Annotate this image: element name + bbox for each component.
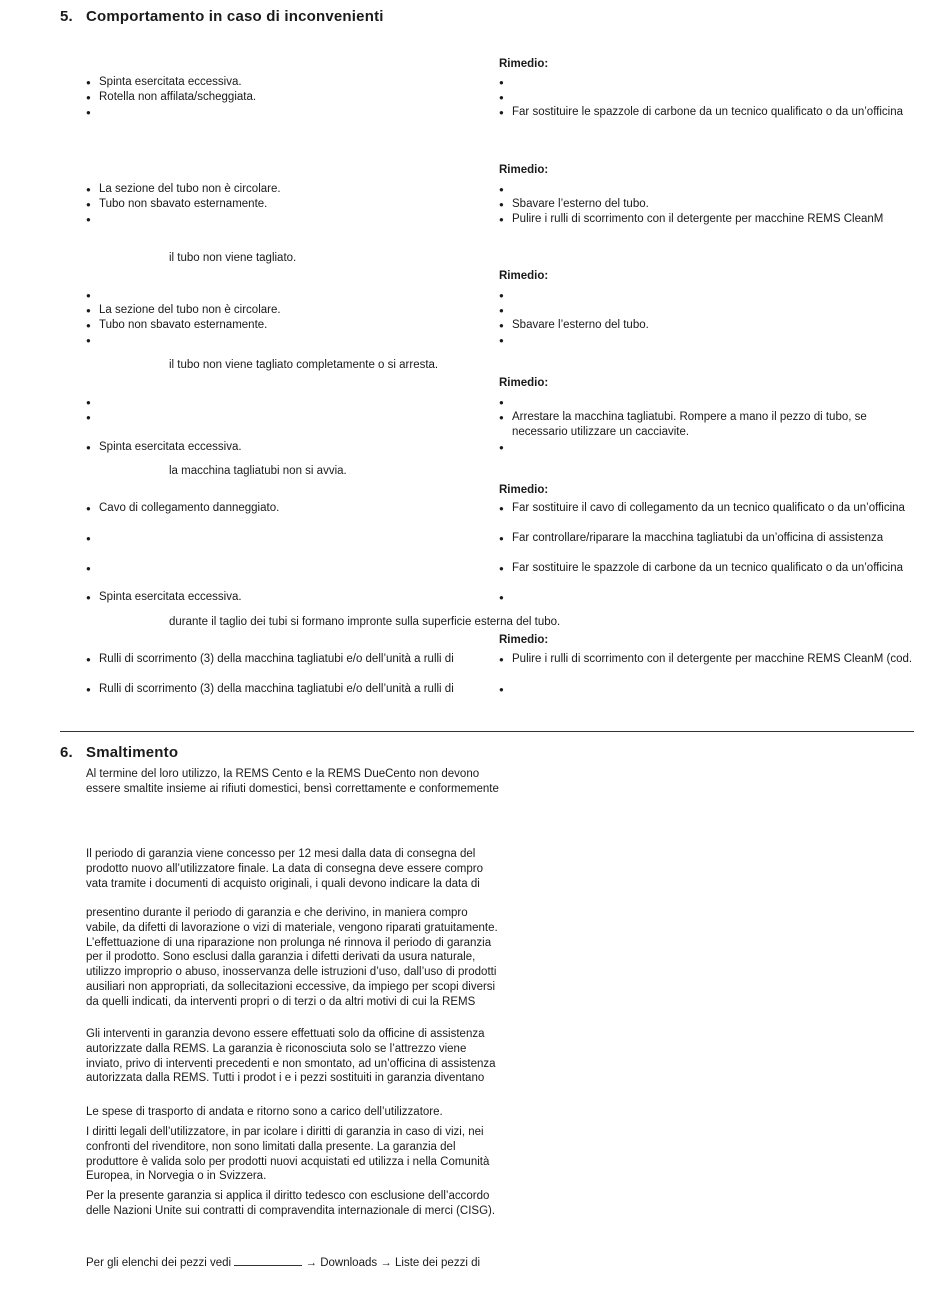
text-line: Per la presente garanzia si applica il diritto tedesco con esclusione dell’accordo bbox=[86, 1190, 490, 1202]
paragraph bbox=[86, 906, 498, 1010]
cause-item: ● La sezione del tubo non è circolare. bbox=[86, 303, 281, 318]
text-line: autorizzata dalla REMS. Tutti i prodot i e i pezzi sostituiti in garanzia diventano bbox=[86, 1072, 485, 1085]
cause-item: ● Rotella non affilata/scheggiata. bbox=[86, 90, 256, 105]
remedy-line: necessario utilizzare un cacciavite. bbox=[512, 426, 690, 438]
cause-item: ● Rulli di scorrimento (3) della macchina tagliatubi e/o dell’unità a rulli di bbox=[86, 682, 454, 697]
remedy-item: ● Sbavare l’esterno del tubo. bbox=[499, 318, 649, 333]
paragraph bbox=[86, 1105, 476, 1120]
cause-item: ● Cavo di collegamento danneggiato. bbox=[86, 501, 279, 516]
text-line: Gli interventi in garanzia devono essere effettuati solo da officine di assistenza bbox=[86, 1028, 485, 1040]
cause-item: ● Spinta esercitata eccessiva. bbox=[86, 440, 242, 455]
cause-item: ● Tubo non sbavato esternamente. bbox=[86, 318, 267, 333]
remedy-item bbox=[499, 410, 867, 440]
problem-text: durante il taglio dei tubi si formano impronte sulla superficie esterna del tubo. bbox=[169, 616, 561, 628]
text-line: delle Nazioni Unite sui contratti di compravendita internazionale di merci (CISG). bbox=[86, 1204, 496, 1217]
cause-item: ● Spinta esercitata eccessiva. bbox=[86, 590, 242, 605]
section-5-heading bbox=[60, 8, 384, 25]
text-line: ausiliari non appropriati, da sollecitazioni eccessive, da impiego per scopi diversi bbox=[86, 980, 496, 993]
cause-item: ● Rulli di scorrimento (3) della macchina tagliatubi e/o dell’unità a rulli di bbox=[86, 652, 454, 667]
parts-prefix: Per gli elenchi dei pezzi vedi bbox=[86, 1257, 232, 1269]
remedy-item: ● Far sostituire le spazzole di carbone da un tecnico qualificato o da un’officina bbox=[499, 105, 903, 120]
text-line: confronti del rivenditore, non sono limitati dalla presente. La garanzia del bbox=[86, 1140, 456, 1153]
paragraph bbox=[86, 1189, 496, 1219]
paragraph bbox=[86, 1027, 496, 1086]
cause-item: ● Tubo non sbavato esternamente. bbox=[86, 197, 267, 212]
remedy-label: Rimedio: bbox=[499, 634, 549, 646]
text-line: presentino durante il periodo di garanzia e che derivino, in maniera compro bbox=[86, 907, 468, 919]
text-line: I diritti legali dell’utilizzatore, in par icolare i diritti di garanzia in caso di vizi, nei bbox=[86, 1126, 484, 1138]
remedy-label: Rimedio: bbox=[499, 377, 549, 389]
remedy-item: ● Far controllare/riparare la macchina tagliatubi da un’officina di assistenza bbox=[499, 531, 883, 546]
text-line: produttore è valida solo per prodotti nuovi acquistati ed utilizza i nella Comunità bbox=[86, 1155, 490, 1168]
section-number: 6. bbox=[60, 744, 73, 761]
problem-text: la macchina tagliatubi non si avvia. bbox=[169, 465, 347, 477]
remedy-line: Arrestare la macchina tagliatubi. Rompere a mano il pezzo di tubo, se bbox=[512, 411, 867, 423]
remedy-item: ● Pulire i rulli di scorrimento con il detergente per macchine REMS CleanM bbox=[499, 212, 883, 227]
text-line: L’effettuazione di una riparazione non prolunga né rinnova il periodo di garanzia bbox=[86, 936, 492, 949]
text-line: essere smaltite insieme ai rifiuti domestici, bensì correttamente e conformemente bbox=[86, 782, 499, 795]
section-title: Smaltimento bbox=[86, 744, 179, 761]
text-line: Europea, in Norvegia o in Svizzera. bbox=[86, 1170, 267, 1183]
text-line: autorizzate dalla REMS. La garanzia è riconosciuta solo se l’attrezzo viene bbox=[86, 1042, 467, 1055]
link-placeholder-blank bbox=[234, 1255, 302, 1266]
section-6-heading bbox=[60, 744, 178, 761]
text-line: da quelli indicati, da interventi propri o di terzi o da altri motivi di cui la REMS bbox=[86, 995, 476, 1008]
paragraph bbox=[86, 847, 483, 891]
problem-text: il tubo non viene tagliato. bbox=[169, 252, 297, 264]
text-line: inviato, privo di interventi precedenti e non smontato, ad un’officina di assistenza bbox=[86, 1057, 496, 1070]
text-line: vata tramite i documenti di acquisto originali, i quali devono indicare la data di bbox=[86, 877, 480, 890]
remedy-item: ● Far sostituire le spazzole di carbone da un tecnico qualificato o da un’officina bbox=[499, 561, 903, 576]
text-line: Il periodo di garanzia viene concesso per 12 mesi dalla data di consegna del bbox=[86, 848, 476, 860]
remedy-label: Rimedio: bbox=[499, 164, 549, 176]
problem-text: il tubo non viene tagliato completamente o si arresta. bbox=[169, 359, 439, 371]
paragraph bbox=[86, 767, 499, 797]
text-line: utilizzo improprio o abuso, inosservanza delle istruzioni d’uso, dall’uso di prodotti bbox=[86, 966, 497, 979]
remedy-label: Rimedio: bbox=[499, 58, 549, 70]
text-line: Al termine del loro utilizzo, la REMS Cento e la REMS DueCento non devono bbox=[86, 768, 480, 780]
parts-suffix: → Downloads → Liste dei pezzi di bbox=[305, 1257, 481, 1269]
remedy-item: ● Pulire i rulli di scorrimento con il detergente per macchine REMS CleanM (cod. bbox=[499, 652, 912, 667]
parts-list-reference bbox=[86, 1255, 480, 1271]
cause-item: ● La sezione del tubo non è circolare. bbox=[86, 182, 281, 197]
section-divider bbox=[60, 731, 914, 732]
text-line: Le spese di trasporto di andata e ritorno sono a carico dell’utilizzatore. bbox=[86, 1106, 443, 1118]
remedy-label: Rimedio: bbox=[499, 484, 549, 496]
cause-item: ● Spinta esercitata eccessiva. bbox=[86, 75, 242, 90]
section-number: 5. bbox=[60, 8, 73, 25]
section-title: Comportamento in caso di inconvenienti bbox=[86, 8, 384, 25]
text-line: per il prodotto. Sono esclusi dalla garanzia i difetti derivati da usura naturale, bbox=[86, 951, 476, 964]
text-line: vabile, da difetti di lavorazione o vizi di materiale, vengono riparati gratuitamente. bbox=[86, 921, 498, 934]
paragraph bbox=[86, 1125, 490, 1184]
remedy-item: ● Sbavare l’esterno del tubo. bbox=[499, 197, 649, 212]
text-line: prodotto nuovo all’utilizzatore finale. La data di consegna deve essere compro bbox=[86, 862, 483, 875]
remedy-item: ● Far sostituire il cavo di collegamento da un tecnico qualificato o da un’officina bbox=[499, 501, 905, 516]
remedy-label: Rimedio: bbox=[499, 270, 549, 282]
